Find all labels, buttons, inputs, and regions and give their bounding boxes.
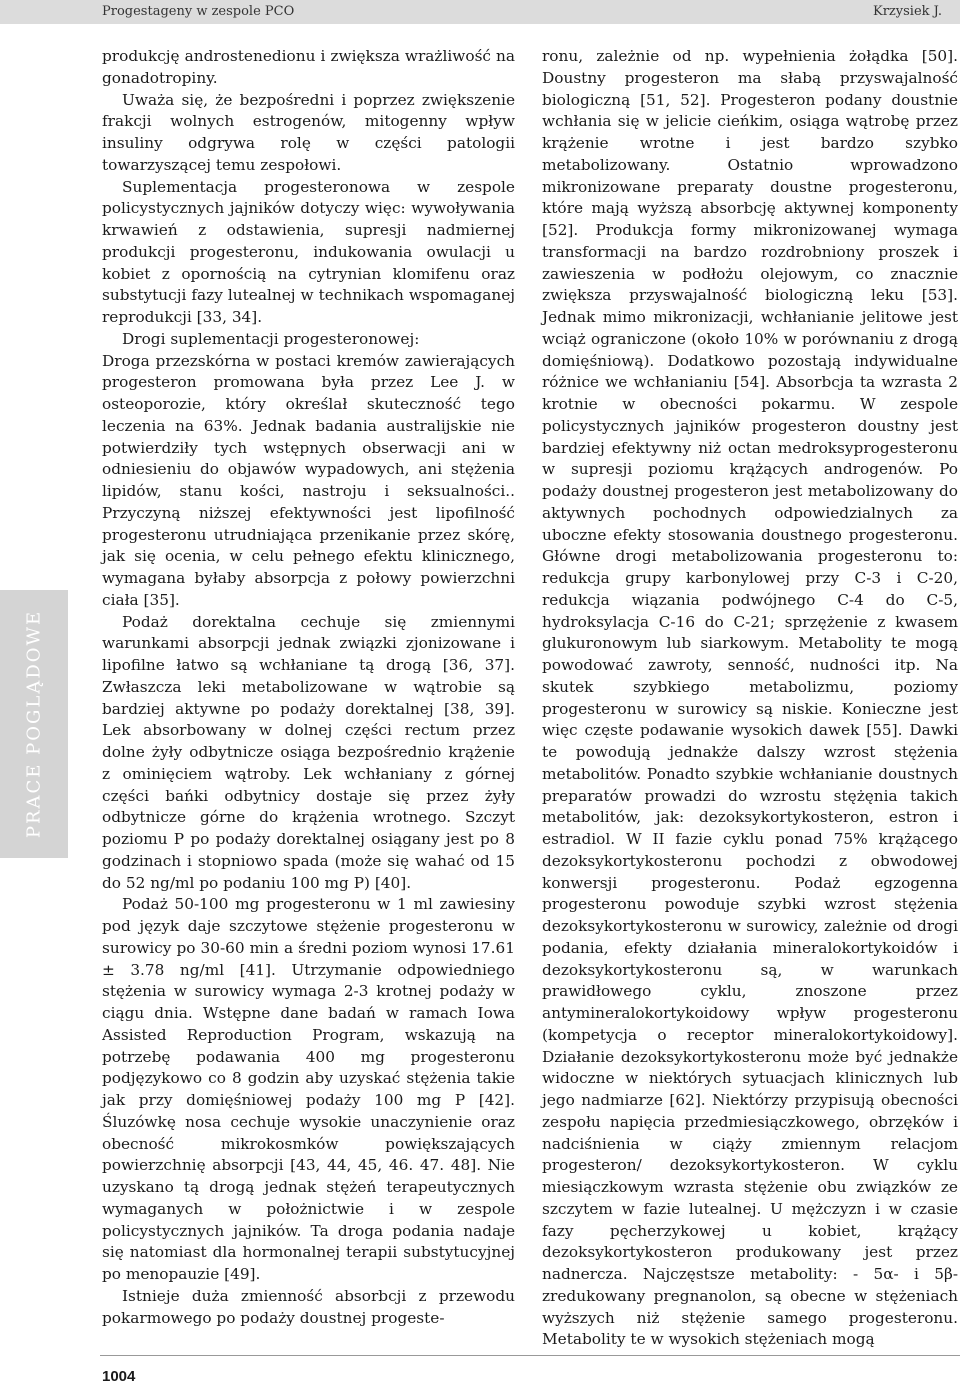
paragraph: Droga przezskórna w postaci kremów zawierających progesteron promowana była przez Lee J. w osteoporozie, który określał skuteczność tego leczenia na 63%. Jednak badania australijskie nie potwierdziły tych wstępnych obserwacji ani w odniesieniu do objawów wypadowych, ani stężenia lipidów, stanu kości, nastroju i seksualności.. Przyczyną niższej efektywności jest lipofilność progesteronu utrudniająca przenikanie przez skórę, jak się ocenia, w celu pełnego efektu klinicznego, wymagana byłaby absorpcja z połowy powierzchni ciała [35].: [102, 351, 515, 609]
author-name: Krzysiek J.: [873, 4, 942, 19]
right-column: [542, 46, 958, 1349]
paragraph: Istnieje duża zmienność absorbcji z przewodu pokarmowego po podaży doustnej progeste-: [102, 1286, 515, 1327]
page-number: 1004: [102, 1368, 136, 1385]
paragraph: Uważa się, że bezpośredni i poprzez zwiększenie frakcji wolnych estrogenów, mitogenny wpływ insuliny odgrywa rolę w części patologii towarzyszącej temu zespołowi.: [102, 90, 515, 174]
paragraph: produkcję androstenedionu i zwiększa wrażliwość na gonadotropiny.: [102, 47, 515, 87]
running-header: [0, 0, 960, 24]
running-title: Progestageny w zespole PCO: [102, 4, 295, 19]
paragraph: Podaż 50-100 mg progesteronu w 1 ml zawiesiny pod język daje szczytowe stężenie progesteronu w surowicy po 30-60 min a średni poziom wynosi 17.61 ± 3.78 ng/ml [41]. Utrzymanie odpowiedniego stężenia w surowicy wymaga 2-3 krotnej podaży w ciągu dnia. Wstępne dane badań w ramach Iowa Assisted Reproduction Program, wskazują na potrzebę podawania 400 mg progesteronu podjęzykowo co 8 godzin aby uzyskać stężenia takie jak przy domięśniowej podaży 100 mg P [42]. Śluzówkę nosa cechuje wysokie unaczynienie oraz obecność mikrokosmków powiększających powierzchnię absorpcji [43, 44, 45, 46. 47. 48]. Nie uzyskano tą drogą jednak stężeń terapeutycznych wymaganych w położnictwie i w zespole policystycznych jajników. Ta droga podania nadaje się natomiast dla hormonalnej terapii substytucyjnej po menopauzie [49].: [102, 895, 515, 1283]
section-tab: [0, 590, 68, 858]
footer-divider: [100, 1355, 960, 1356]
paragraph: Podaż dorektalna cechuje się zmiennymi warunkami absorpcji jednak związki zjonizowane i lipofilne łatwo są wchłaniane tą drogą [36, 37]. Zwłaszcza leki metabolizowane w wątrobie są bardziej aktywne po podaży dorektalnej [38, 39]. Lek absorbowany w dolnej części rectum przez dolne żyły odbytnicze osiąga bezpośrednio krążenie z ominięciem wątroby. Lek wchłaniany z górnej części bańki odbytnicy dostaje się przez żyły odbytnicze górne do krążenia wrotnego. Szczyt poziomu P po podaży dorektalnej osiągany jest po 8 godzinach i stopniowo spada (może się wahać od 15 do 52 ng/ml po podaniu 100 mg P) [40].: [102, 612, 515, 892]
section-tab-label: PRACE POGLĄDOWE: [23, 609, 45, 839]
section-heading: Drogi suplementacji progesteronowej:: [122, 329, 420, 348]
paragraph: ronu, zależnie od np. wypełnienia żołądka [50]. Doustny progesteron ma słabą przyswajalność biologiczną [51, 52]. Progesteron podany doustnie wchłania się w jelicie cieńkim, osiąga wątrobę przez krążenie wrotne i jest bardzo szybko metabolizowany. Ostatnio wprowadzono mikronizowane preparaty doustne progesteronu, które mają wyższą absorbcję aktywnej komponenty [52]. Produkcja formy mikronizowanej wymaga transformacji na bardzo rozdrobniony proszek i zawieszenia w podłożu olejowym, co znacznie zwiększa przyswajalność biologiczną leku [53]. Jednak mimo mikronizacji, wchłanianie jelitowe jest wciąż ograniczone (około 10% w porównaniu z drogą domięśniową). Dodatkowo pozostają indywidualne różnice we wchłanianiu [54]. Absorbcja ta wzrasta 2 krotnie w obecności pokarmu. W zespole policystycznych jajników progesteron doustny jest bardziej efektywny niż octan medroksyprogesteronu w supresji poziomu krążących androgenów. Po podaży doustnej progesteron jest metabolizowany do aktywnych pochodnych odpowiedzialnych za uboczne efekty stosowania doustnego progesteronu. Główne drogi metabolizowania progesteronu to: redukcja grupy karbonylowej przy C-3 i C-20, redukcja wiązania podwójnego C-4 do C-5, hydroksylacja C-16 do C-21; sprzężenie z kwasem glukuronowym lub siarkowym. Metabolity te mogą powodować zawroty, senność, nudności itp. Na skutek szybkiego metabolizmu, poziomy progesteronu w surowicy są niskie. Konieczne jest więc częste podawanie wysokich dawek [55]. Dawki te powodują jednakże dalszy wzrost stężenia metabolitów. Ponadto szybkie wchłanianie doustnych preparatów prowadzi do wzrostu stężęnia takich metabolitów, jak: dezoksykortykosteron, estron i estradiol. W II fazie cyklu ponad 75% krążącego dezoksykortykosteronu pochodzi z obwodowej konwersji progesteronu. Podaż egzogenna progesteronu powoduje szybki wzrost stężenia dezoksykortykosteronu w surowicy, zależnie od drogi podania, efekty działania mineralokortykoidów i dezoksykortykosteronu są, w warunkach prawidłowego cyklu, znoszone przez antymineralokortykoidowy wpływ progesteronu (kompetycja o receptor mineralokortykoidowy]. Działanie dezoksykortykosteronu może być jednakże widoczne w niektórych sytuacjach klinicznych lub jego nadmiarze [62]. Niektórzy przypisują obecności zespołu napięcia przedmiesiączkowego, obrzęków i nadciśnienia w ciąży zmiennym relacjom progesteron/ dezoksykortykosteron. W cyklu miesiączkowym wzrasta stężenie obu związków ze szczytem w fazie lutealnej. U mężczyzn i w czasie fazy pęcherzykowej u kobiet, krążący dezoksykortykosteron produkowany jest przez nadnercza. Najczęstsze metabolity: - 5α- i 5β-zredukowany pregnanolon, są obecne w stężeniach wyższych niż stężenie samego progesteronu. Metabolity te w wysokich stężeniach mogą: [542, 47, 958, 1349]
left-column: [102, 46, 515, 1336]
paragraph: Suplementacja progesteronowa w zespole policystycznych jajników dotyczy więc: wywoływania krwawień z odstawienia, supresji nadmiernej produkcji progesteronu, indukowania owulacji u kobiet z opornością na cytrynian klomifenu oraz substytucji fazy lutealnej w technikach wspomaganej reprodukcji [33, 34].: [102, 177, 515, 326]
